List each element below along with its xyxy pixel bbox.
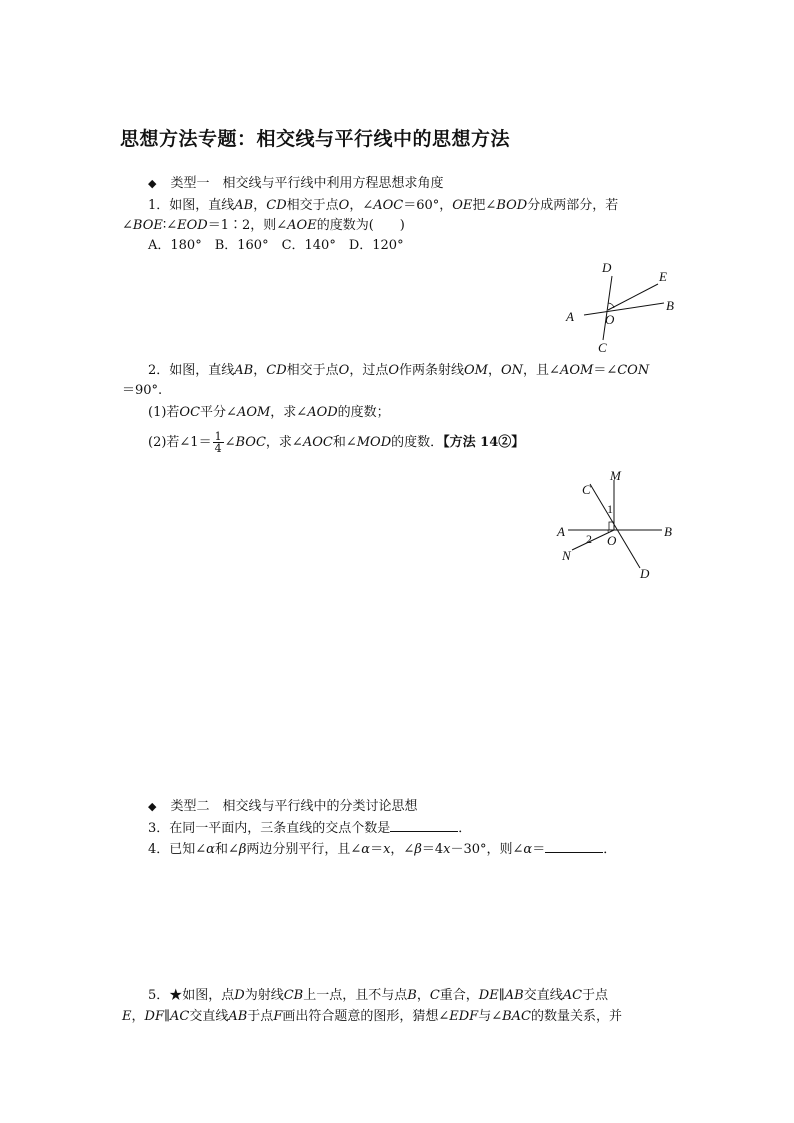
fraction: $\frac{1}{4}$ [214, 430, 222, 455]
q5-line1: 5．★如图，点D为射线CB上一点，且不与点B，C重合，DE∥AB交直线AC于点 [148, 988, 609, 1003]
line-cd [603, 276, 612, 340]
q1-options: A．180° B．160° C．140° D．120° [148, 238, 404, 253]
answer-blank [390, 819, 458, 832]
section1-heading [148, 175, 443, 193]
label-b: B [666, 298, 674, 313]
label-o: O [605, 312, 615, 327]
label-a: A [566, 309, 574, 324]
label-e: E [659, 269, 667, 284]
q5-line2: E，DF∥AC交直线AB于点F画出符合题意的图形，猜想∠EDF与∠BAC的数量关系，并 [122, 1009, 622, 1024]
label-c: C [582, 482, 591, 497]
label-d: D [602, 260, 612, 275]
label-angle-2: 2 [586, 532, 592, 546]
answer-blank [545, 840, 603, 853]
label-angle-1: 1 [607, 502, 613, 516]
section2-heading [148, 798, 417, 816]
q3-line: 3．在同一平面内，三条直线的交点个数是 ． [148, 821, 472, 836]
label-o: O [607, 533, 617, 548]
label-b: B [664, 524, 672, 539]
line-cd [590, 484, 640, 568]
label-c: C [598, 340, 607, 355]
q1-line2: ∠BOE∶∠EOD＝1∶2，则∠AOE的度数为( ) [122, 218, 405, 233]
figure1-diagram [560, 258, 690, 358]
q2-line2: ＝90°. [122, 383, 163, 398]
page-title: 思想方法专题：相交线与平行线中的思想方法 [120, 128, 511, 150]
diamond-bullet-icon: ◆ [148, 177, 157, 190]
method-tag: 【方法 14②】 [443, 435, 525, 450]
q2-part2: (2)若∠1＝ $\frac{1}{4}$ ∠BOC，求∠AOC和∠MOD的度数．【方法 14②】 [148, 430, 525, 455]
label-m: M [610, 468, 621, 483]
section2-title: 类型二 相交线与平行线中的分类讨论思想 [170, 799, 418, 814]
diamond-bullet-icon: ◆ [148, 800, 157, 813]
section1-title: 类型一 相交线与平行线中利用方程思想求角度 [170, 176, 444, 191]
q2-part1: (1)若OC平分∠AOM，求∠AOD的度数； [148, 405, 390, 420]
q4-line: 4．已知∠α和∠β两边分别平行，且∠α＝x，∠β＝4x－30°，则∠α＝ ． [148, 842, 617, 857]
figure2-diagram [552, 466, 682, 586]
q2-line1: 2．如图，直线AB，CD相交于点O，过点O作两条射线OM，ON，且∠AOM＝∠CON [148, 363, 650, 378]
line-ab [584, 303, 664, 315]
label-a: A [557, 524, 565, 539]
label-n: N [562, 548, 571, 563]
label-d: D [640, 566, 650, 581]
ray-oe [608, 284, 658, 310]
q1-line1: 1．如图，直线AB，CD相交于点O，∠AOC＝60°，OE把∠BOD分成两部分，若 [148, 198, 619, 213]
